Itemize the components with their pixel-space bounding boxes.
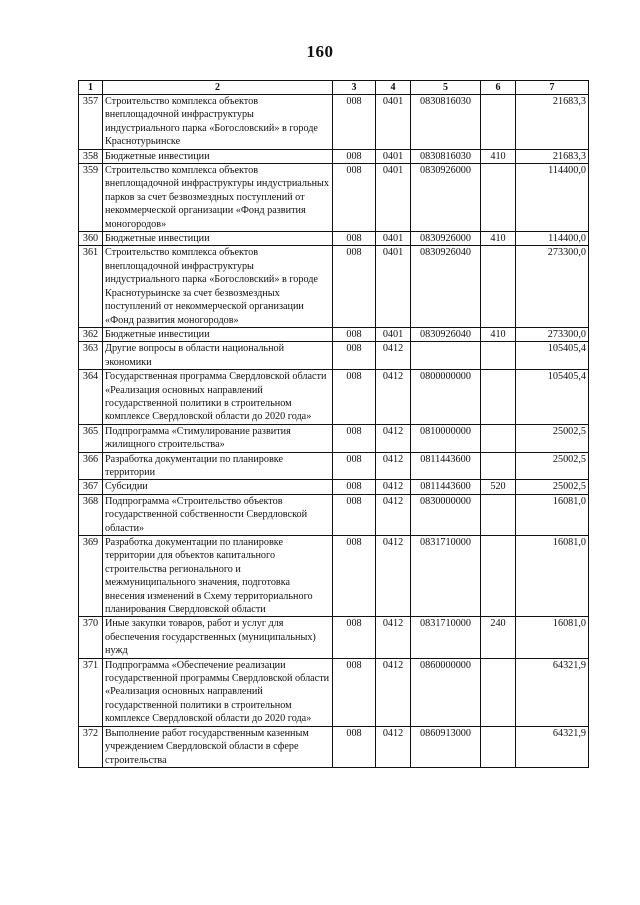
row-target-article: 0830926040 [411,246,481,327]
table-row [79,164,589,232]
row-section-code: 0412 [376,617,411,658]
row-ministry-code: 008 [333,370,376,425]
row-ministry-code: 008 [333,327,376,341]
row-target-article: 0830926000 [411,164,481,232]
row-section-code: 0401 [376,246,411,327]
row-amount: 16081,0 [516,536,589,617]
row-ministry-code: 008 [333,452,376,480]
table-row [79,617,589,658]
table-row [79,327,589,341]
column-header-6: 6 [481,81,516,95]
table-row [79,424,589,452]
row-name: Иные закупки товаров, работ и услуг для обеспечения государственных (муниципальных) нужд [103,617,333,658]
budget-table [78,80,589,768]
table-row [79,494,589,535]
row-ministry-code: 008 [333,726,376,767]
row-expense-type: 520 [481,480,516,494]
row-section-code: 0401 [376,149,411,163]
row-expense-type [481,164,516,232]
row-number: 367 [79,480,103,494]
row-expense-type [481,95,516,150]
row-expense-type [481,658,516,726]
row-number: 361 [79,246,103,327]
row-target-article: 0830816030 [411,149,481,163]
table-row [79,452,589,480]
row-amount: 21683,3 [516,149,589,163]
row-name: Бюджетные инвестиции [103,149,333,163]
row-expense-type [481,726,516,767]
row-expense-type [481,452,516,480]
row-expense-type [481,370,516,425]
row-number: 357 [79,95,103,150]
row-ministry-code: 008 [333,149,376,163]
row-amount: 25002,5 [516,452,589,480]
row-name: Выполнение работ государственным казенным учреждением Свердловской области в сфере строительства [103,726,333,767]
row-ministry-code: 008 [333,424,376,452]
row-section-code: 0412 [376,342,411,370]
row-ministry-code: 008 [333,617,376,658]
row-ministry-code: 008 [333,232,376,246]
row-target-article: 0831710000 [411,617,481,658]
row-target-article: 0830926000 [411,232,481,246]
column-header-4: 4 [376,81,411,95]
row-ministry-code: 008 [333,480,376,494]
row-expense-type [481,494,516,535]
row-ministry-code: 008 [333,536,376,617]
row-ministry-code: 008 [333,658,376,726]
row-target-article: 0811443600 [411,480,481,494]
row-number: 358 [79,149,103,163]
row-name: Строительство комплекса объектов внеплощадочной инфраструктуры индустриальных парков за счет безвозмездных поступлений от некоммерческой организации «Фонд развития моногородов» [103,164,333,232]
column-header-1: 1 [79,81,103,95]
row-name: Разработка документации по планировке территории [103,452,333,480]
row-name: Субсидии [103,480,333,494]
table-row [79,149,589,163]
row-target-article: 0810000000 [411,424,481,452]
row-number: 363 [79,342,103,370]
row-expense-type: 410 [481,232,516,246]
row-number: 364 [79,370,103,425]
row-target-article: 0830926040 [411,327,481,341]
row-expense-type [481,246,516,327]
row-target-article: 0800000000 [411,370,481,425]
page-number: 160 [306,42,334,61]
row-section-code: 0412 [376,424,411,452]
row-amount: 16081,0 [516,494,589,535]
table-row [79,246,589,327]
row-name: Государственная программа Свердловской области «Реализация основных направлений государственной политики в строительном комплексе Свердловской области до 2020 года» [103,370,333,425]
row-number: 362 [79,327,103,341]
row-name: Бюджетные инвестиции [103,327,333,341]
table-header-row [79,81,589,95]
row-target-article: 0811443600 [411,452,481,480]
row-expense-type: 240 [481,617,516,658]
row-name: Строительство комплекса объектов внеплощадочной инфраструктуры индустриального парка «Богословский» в городе Краснотурьинске за счет безвозмездных поступлений от некоммерческой организации «Фонд развития моногородов» [103,246,333,327]
row-ministry-code: 008 [333,342,376,370]
row-ministry-code: 008 [333,164,376,232]
row-expense-type [481,342,516,370]
row-target-article: 0830816030 [411,95,481,150]
row-section-code: 0412 [376,726,411,767]
row-ministry-code: 008 [333,494,376,535]
row-expense-type: 410 [481,149,516,163]
row-name: Другие вопросы в области национальной экономики [103,342,333,370]
row-number: 365 [79,424,103,452]
row-target-article: 0860000000 [411,658,481,726]
row-amount: 273300,0 [516,327,589,341]
table-row [79,342,589,370]
row-amount: 16081,0 [516,617,589,658]
row-name: Разработка документации по планировке территории для объектов капитального строительства регионального и межмуниципального значения, подготовка внесения изменений в Схему территориального планирования Свердловской области [103,536,333,617]
column-header-5: 5 [411,81,481,95]
row-section-code: 0412 [376,452,411,480]
row-section-code: 0401 [376,164,411,232]
row-amount: 25002,5 [516,424,589,452]
table-row [79,658,589,726]
row-expense-type: 410 [481,327,516,341]
row-amount: 273300,0 [516,246,589,327]
row-number: 369 [79,536,103,617]
row-section-code: 0412 [376,370,411,425]
row-ministry-code: 008 [333,246,376,327]
row-name: Подпрограмма «Стимулирование развития жилищного строительства» [103,424,333,452]
column-header-2: 2 [103,81,333,95]
row-section-code: 0401 [376,232,411,246]
row-section-code: 0412 [376,494,411,535]
row-amount: 25002,5 [516,480,589,494]
row-section-code: 0412 [376,480,411,494]
row-amount: 114400,0 [516,164,589,232]
column-header-7: 7 [516,81,589,95]
row-name: Подпрограмма «Строительство объектов государственной собственности Свердловской области» [103,494,333,535]
row-name: Подпрограмма «Обеспечение реализации государственной программы Свердловской области «Реализация основных направлений государственной политики в строительном комплексе Свердловской области до 2020 года» [103,658,333,726]
row-amount: 64321,9 [516,658,589,726]
table-row [79,480,589,494]
table-row [79,726,589,767]
row-amount: 105405,4 [516,370,589,425]
row-name: Строительство комплекса объектов внеплощадочной инфраструктуры индустриального парка «Богословский» в городе Краснотурьинске [103,95,333,150]
row-number: 360 [79,232,103,246]
row-expense-type [481,536,516,617]
row-number: 359 [79,164,103,232]
row-target-article: 0831710000 [411,536,481,617]
table-row [79,232,589,246]
row-section-code: 0412 [376,536,411,617]
row-section-code: 0412 [376,658,411,726]
table-row [79,370,589,425]
row-amount: 105405,4 [516,342,589,370]
row-amount: 114400,0 [516,232,589,246]
row-name: Бюджетные инвестиции [103,232,333,246]
column-header-3: 3 [333,81,376,95]
table-row [79,95,589,150]
table-row [79,536,589,617]
row-section-code: 0401 [376,95,411,150]
row-section-code: 0401 [376,327,411,341]
row-number: 372 [79,726,103,767]
row-expense-type [481,424,516,452]
row-number: 368 [79,494,103,535]
row-amount: 64321,9 [516,726,589,767]
row-amount: 21683,3 [516,95,589,150]
row-number: 370 [79,617,103,658]
row-number: 371 [79,658,103,726]
row-ministry-code: 008 [333,95,376,150]
row-target-article [411,342,481,370]
row-target-article: 0830000000 [411,494,481,535]
row-target-article: 0860913000 [411,726,481,767]
row-number: 366 [79,452,103,480]
